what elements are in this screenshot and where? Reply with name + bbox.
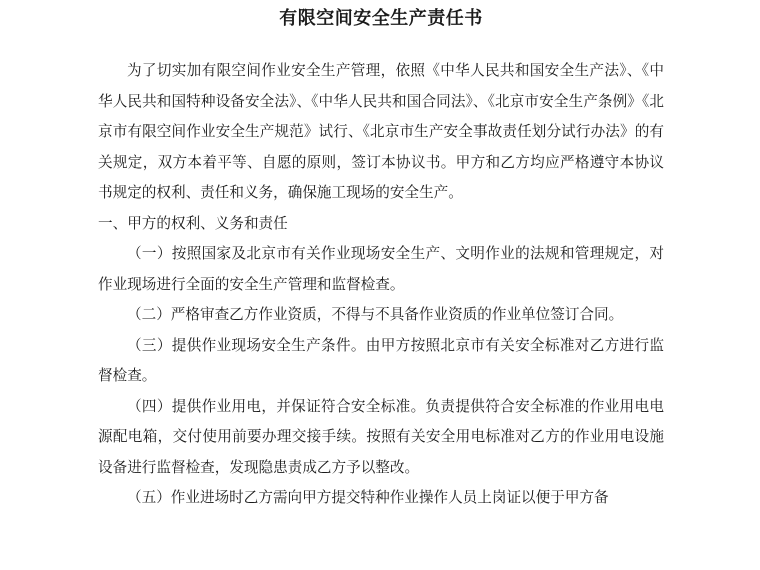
document-title: 有限空间安全生产责任书 — [279, 8, 483, 29]
clause-4: （四）提供作业用电，并保证符合安全标准。负责提供符合安全标准的作业用电电源配电箱，交付使用前要办理交接手续。按照有关安全用电标准对乙方的作业用电设施设备进行监督检查，发现隐患责成乙方予以整改。 — [98, 397, 664, 476]
clause-5: （五）作业进场时乙方需向甲方提交特种作业操作人员上岗证以便于甲方备 — [127, 489, 609, 506]
intro-paragraph: 为了切实加有限空间作业安全生产管理，依照《中华人民共和国安全生产法》、《中华人民共和国特种设备安全法》、《中华人民共和国合同法》、《北京市安全生产条例》《北京市有限空间作业安全生产规范》试行、《北京市生产安全事故责任划分试行办法》的有关规定，双方本着平等、自愿的原则，签订本协议书。甲方和乙方均应严格遵守本协议书规定的权利、责任和义务，确保施工现场的安全生产。 — [98, 62, 664, 201]
section-heading-party-a: 一、甲方的权利、义务和责任 — [98, 214, 288, 232]
document-body — [98, 56, 664, 514]
clause-2: （二）严格审查乙方作业资质，不得与不具备作业资质的作业单位签订合同。 — [127, 306, 624, 323]
clause-1: （一）按照国家及北京市有关作业现场安全生产、文明作业的法规和管理规定，对作业现场进行全面的安全生产管理和监督检查。 — [98, 245, 664, 293]
clause-3: （三）提供作业现场安全生产条件。由甲方按照北京市有关安全标准对乙方进行监督检查。 — [98, 336, 664, 384]
